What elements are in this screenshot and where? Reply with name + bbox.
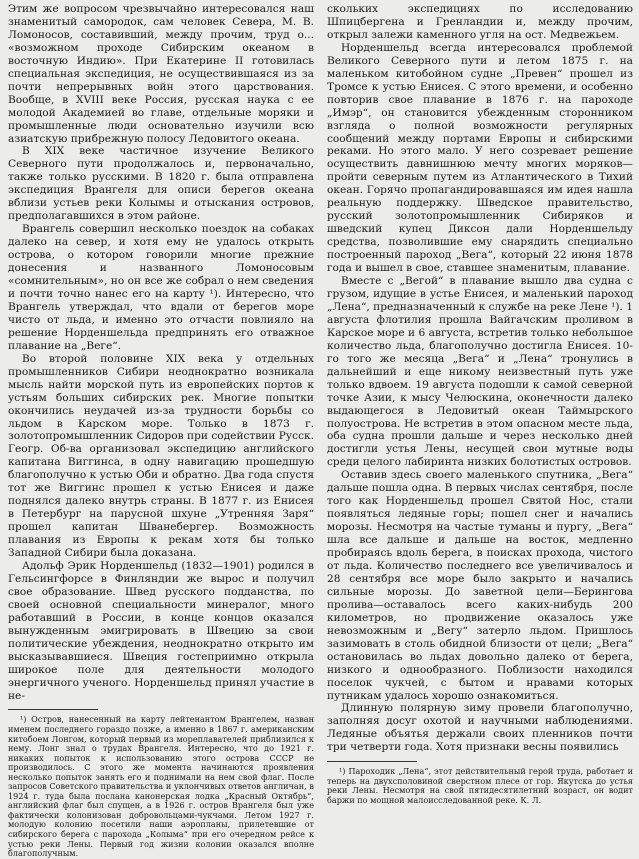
footnote-divider (8, 709, 98, 710)
footnote-divider (327, 761, 417, 762)
paragraph: В XIX веке частичное изучение Великого Северного пути продолжалось и, первоначально, также только русскими. В 1820 г. была отправлена экспедиция Врангеля для описи берегов океана вблизи устьев реки Колымы и отыскания островов, предполагавшихся в этом районе. (8, 145, 314, 223)
paragraph: Этим же вопросом чрезвычайно интересовался наш знаменитый самородок, сам человек Севера, М. В. Ломоносов, составивший, между прочим, труд о... «возможном проходе Сибирским океаном в восточную Индию». При Екатерине II готовилась специальная экспедиция, не осуществившаяся из за почти непрерывных войн этого царствования. Вообще, в XVIII веке Россия, русская наука с ее молодой Академией во главе, отдельные моряки и промышленные люди основательно изучили всю азиатскую прибрежную полосу Ледовитого океана. (8, 3, 314, 145)
paragraph: Длинную полярную зиму провели благополучно, заполняя досуг охотой и научными наблюдениями. Ледяные объятья держали своих пленников почти три четверти года. Хотя признаки весны появились (327, 702, 633, 754)
paragraph: Адольф Эрик Норденшельд (1832—1901) родился в Гельсингфорсе в Финляндии же вырос и получил свое образование. Швед русского подданства, по своей основной специальности минералог, много работавший в России, в конце концов оказался вынужденным эмигрировать в Швецию за свои политические убеждения, неоднократно открыто им высказывавшиеся. Швеция гостеприимно открыла широкое поле для деятельности молодого энергичного ученого. Норденшельд принял участие в не- (8, 559, 314, 702)
left-column (8, 3, 314, 859)
paragraph: Вместе с „Вегой“ в плавание вышло два судна с грузом, идущие в устье Енисея, и маленький пароход „Лена“, предназначенный к службе на реке Лене ¹). 1 августа флотилия прошла Вайгачским проливом в Карское море и 6 августа, встретив только небольшое количество льда, благополучно достигла Енисея. 10-го того же месяца „Вега“ и „Лена“ тронулись в дальнейший и еще никому неизвестный путь уже только вдвоем. 19 августа подошли к самой северной точке Азии, к мысу Челюскина, оконечности далеко выдающегося в Ледовитый океан Таймырского полуострова. Не встретив в этом опасном месте льда, оба судна прошли дальше и через несколько дней достигли устья Лены, несущей свои мутные воды среди целого лабиринта низких болотистых островов. (327, 275, 633, 469)
right-column (327, 3, 633, 839)
footnote: ¹) Остров, нанесенный на карту лейтенантом Врангелем, назван именем последнего гораздо позже, а именно в 1867 г. американским китобоем Лонгом, который первый из мореплавателей приблизился к нему. Лонг знал о трудах Врангеля. Интересно, что до 1921 г. никаких попыток к использованию этого острова СССР не производилось. С этого же момента начинаются проявления несколько попыток занять его и поднимали на нем свой флаг. После запросов Советского правительства и уклончивых ответов англичан, в 1924 г. туда была послана канонерская лодка „Красный Октябрь“, английский флаг был спущен, а в 1926 г. остров Врангеля был уже фактически колонизован добровольцами-чукчами. Летом 1927 г. молодую колонию посетили наши аэропланы, прилетевшие от сибирского берега с парохода „Колыма“ при его очередном рейсе к устью реки Лены. Первый год жизни колонии оказался вполне благополучным. (8, 714, 314, 859)
paragraph: Норденшельд всегда интересовался проблемой Великого Северного пути и летом 1875 г. на маленьком китобойном судне „Превен“ прошел из Тромсе к устью Енисея. С этого времени, и особенно повторив свое плавание в 1876 г. на пароходе „Имэр“, он становится убежденным сторонником взгляда о полной возможности регулярных сообщений между портами Европы и сибирскими реками. Но этого мало. У него созревает решение осуществить давнишнюю мечту многих моряков—пройти северным путем из Атлантического в Тихий океан. Горячо пропагандировавшаяся им идея нашла реальную поддержку. Шведское правительство, русский золотопромышленник Сибиряков и шведский купец Диксон дали Норденшельду средства, позволившие ему снарядить специально построенный пароход „Вега“, который 22 июня 1878 года и вышел в свое, ставшее знаменитым, плавание. (327, 41, 633, 275)
paragraph: Во второй половине XIX века у отдельных промышленников Сибири неоднократно возникала мысль найти морской путь из европейских портов к устьям больших сибирских рек. Многие попытки окончились неудачей из-за трудности борьбы со льдом в Карском море. Только в 1873 г. золотопромышленник Сидоров при содействии Русск. Геогр. Об-ва организовал экспедицию английского капитана Виггинса, в одну навигацию прошедшую благополучно к устью Оби и обратно. Два года спустя тот же Виггинс прошел к устью Енисея и даже поднялся далеко внутрь страны. В 1877 г. из Енисея в Петербург на парусной шхуне „Утренняя Заря“ прошел капитан Шванебергер. Возможность плавания из Европы к рекам хотя бы только Западной Сибири была доказана. (8, 352, 314, 560)
paragraph: Врангель совершил несколько поездок на собаках далеко на север, и хотя ему не удалось открыть острова, о котором говорили многие прежние донесения и названного Ломоносовым «сомнительным», но он все же собрал о нем сведения и почти точно нанес его на карту ¹). Интересно, что Врангель утверждал, что вдали от берегов море чисто от льда, и именно это отчасти повлияло на решение Норденшельда предпринять его отважное плавание на „Веге“. (8, 223, 314, 352)
paragraph: Оставив здесь своего маленького спутника, „Вега“ дальше пошла одна. В первых числах сентября, после того как Норденшельд прошел Святой Нос, стали появляться ледяные горы; пошел снег и начались морозы. Несмотря на частые туманы и пургу, „Вега“ шла все дальше и дальше на восток, медленно пробираясь вдоль берега, в поисках прохода, чистого от льда. Количество последнего все увеличивалось и 28 сентября все море было закрыто и начались сильные морозы. До заветной цели—Берингова пролива—оставалось всего каких-нибудь 200 километров, но продвижение оказалось уже невозможным и „Вегу“ затерло льдом. Пришлось зазимовать в столь обидной близости от цели; „Вега“ остановилась во льдах довольно далеко от берега, низкого и однообразного. Поблизости находился поселок чукчей, с бытом и нравами которых путникам удалось хорошо ознакомиться. (327, 469, 633, 702)
paragraph: скольких экспедициях по исследованию Шпицбергена и Гренландии и, между прочим, открыл залежи каменного угля на ост. Медвежьем. (327, 3, 633, 41)
footnote: ¹) Пароходик „Лена“, этот действительный герой труда, работает и теперь на двухсполовиной сверстном плесе от гор. Якутска до устья реки Лены. Несмотря на свой пятидесятилетний возраст, он водит баржи по мощной малоисследованной реке. К. Л. (327, 766, 633, 805)
